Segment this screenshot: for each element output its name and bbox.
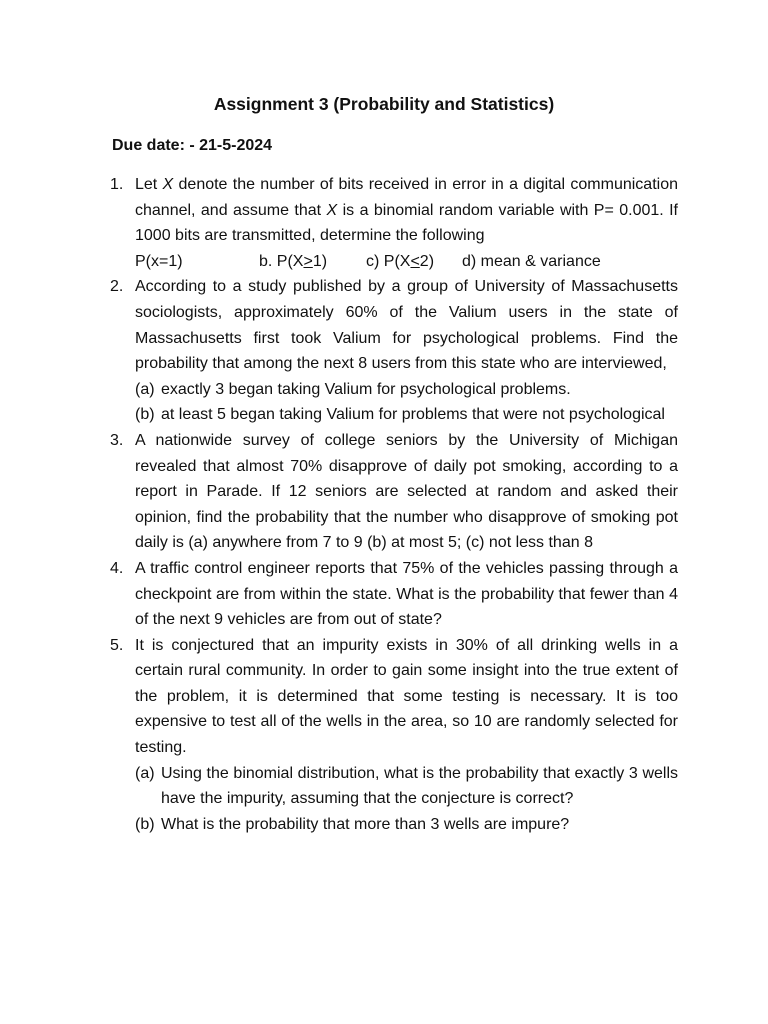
question-list	[110, 172, 678, 837]
subquestion-label: (b)	[135, 406, 155, 424]
question-text	[135, 172, 678, 249]
subquestion-list	[135, 761, 678, 838]
greater-equal-symbol: >	[303, 252, 313, 270]
option-c	[366, 249, 462, 275]
question-2	[110, 274, 678, 428]
question-text: A nationwide survey of college seniors by the University of Michigan revealed that almost 70% disapprove of daily pot smoking, according to a report in Parade. If 12 seniors are selected at random and asked their opinion, find the probability that the number who disapprove of smoking pot daily is (a) anywhere from 7 to 9 (b) at most 5; (c) not less than 8	[135, 431, 678, 552]
option-d: d) mean & variance	[462, 252, 601, 270]
option-text: 2)	[419, 252, 435, 270]
question-4	[110, 556, 678, 633]
subquestion-label: (a)	[135, 380, 155, 398]
variable-x: X	[326, 201, 338, 219]
question-1	[110, 172, 678, 274]
subquestion-a	[135, 377, 678, 403]
question-number: 1.	[110, 176, 124, 193]
subquestion-b	[135, 402, 678, 428]
question-3	[110, 428, 678, 556]
option-b	[259, 249, 366, 275]
question-number: 4.	[110, 559, 124, 577]
subquestion-a	[135, 761, 678, 812]
option-text: c) P(X	[366, 252, 411, 270]
question-options	[135, 249, 678, 275]
variable-x: X	[162, 176, 174, 193]
due-date: Due date: - 21-5-2024	[112, 137, 273, 154]
text-run: denote the number of bits received in error in a digital communication channel, and assume that	[135, 176, 679, 219]
question-text: A traffic control engineer reports that 75% of the vehicles passing through a checkpoint are from within the state. What is the probability that fewer than 4 of the next 9 vehicles are from out of state?	[135, 559, 678, 629]
question-5	[110, 633, 678, 838]
question-number: 5.	[110, 636, 124, 654]
subquestion-label: (a)	[135, 764, 155, 782]
question-number: 2.	[110, 278, 124, 296]
question-text: It is conjectured that an impurity exists in 30% of all drinking wells in a certain rural community. In order to gain some insight into the true extent of the problem, it is determined that some testing is necessary. It is too expensive to test all of the wells in the area, so 10 are randomly selected for testing.	[135, 636, 678, 757]
text-run: Let	[135, 176, 163, 193]
subquestion-text: Using the binomial distribution, what is the probability that exactly 3 wells have the impurity, assuming that the conjecture is correct?	[161, 764, 678, 808]
subquestion-text: at least 5 began taking Valium for problems that were not psychological	[161, 406, 665, 424]
option-text: b. P(X	[259, 252, 304, 270]
question-text: According to a study published by a group of University of Massachusetts sociologists, approximately 60% of the Valium users in the state of Massachusetts first took Valium for psychological problems. Find the probability that among the next 8 users from this state who are interviewed,	[135, 278, 678, 373]
subquestion-text: exactly 3 began taking Valium for psychological problems.	[161, 380, 571, 398]
less-equal-symbol: <	[410, 252, 420, 270]
subquestion-label: (b)	[135, 815, 155, 833]
subquestion-list	[135, 377, 678, 428]
document-title: Assignment 3 (Probability and Statistics)	[213, 94, 555, 114]
text-run: is a binomial random variable with P= 0.001. If 1000 bits are transmitted, determine the following	[135, 201, 679, 245]
option-a: P(x=1)	[135, 252, 183, 270]
subquestion-text: What is the probability that more than 3 wells are impure?	[161, 815, 570, 833]
subquestion-b	[135, 812, 678, 838]
option-text: 1)	[312, 252, 328, 270]
question-number: 3.	[110, 431, 124, 449]
